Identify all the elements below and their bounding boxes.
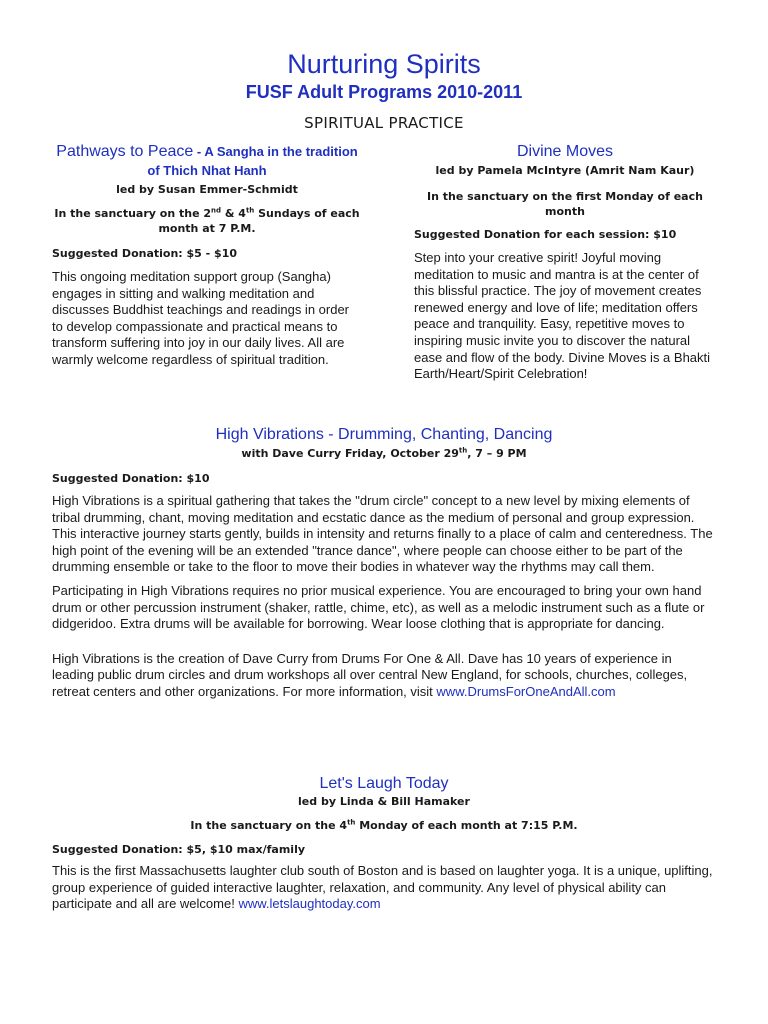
pathways-donation: Suggested Donation: $5 - $10 xyxy=(52,247,238,260)
pathways-title-separator: - xyxy=(193,144,205,159)
high-vibrations-donation: Suggested Donation: $10 xyxy=(52,472,210,485)
pathways-schedule-sup-2: th xyxy=(245,206,255,215)
page-subtitle: FUSF Adult Programs 2010-2011 xyxy=(245,82,523,102)
divine-moves-schedule: In the sanctuary on the first Monday of each month xyxy=(427,190,703,218)
lets-laugh-donation: Suggested Donation: $5, $10 max/family xyxy=(52,843,306,856)
high-vibrations-when-sup: th xyxy=(458,446,468,455)
high-vibrations-paragraph-2: Participating in High Vibrations requires no prior musical experience. You are encouraged to bring your own hand drum or other percussion instrument (shaker, rattle, chime, etc), as well as a melodic instrument such as a flute or didgeridoo. Extra drums will be available for borrowing. Wear loose clothing that is appropriate for dancing. xyxy=(52,582,705,632)
pathways-subtitle: A Sangha in the tradition of Thich Nhat Hanh xyxy=(147,144,358,178)
lets-laugh-schedule-sup: th xyxy=(347,818,356,827)
lets-laugh-title: Let's Laugh Today xyxy=(319,775,449,792)
pathways-description: This ongoing meditation support group (Sangha) engages in sitting and walking meditation and discusses Buddhist teachings and readings in order to develop compassionate and practical means to transform suffering into joy in our daily lives. All are warmly welcome regardless of spiritual tradition. xyxy=(52,269,350,367)
pathways-schedule-part-1: In the sanctuary on the 2 xyxy=(54,207,212,220)
high-vibrations-paragraph-1: High Vibrations is a spiritual gathering that takes the "drum circle" concept to a new level by mixing elements of tribal drumming, chant, moving meditation and ecstatic dance as the medium of personal and group expression. This interactive journey starts gently, builds in intensity and returns finally to a place of calm and centeredness. The high point of the evening will be an extended "trance dance", where people can choose either to be part of the drumming ensemble or take to the floor to move their bodies in whatever way the rhythms may call them. xyxy=(52,493,713,575)
pathways-title-line xyxy=(52,142,362,180)
pathways-leader: led by Susan Emmer-Schmidt xyxy=(116,183,298,196)
high-vibrations-paragraph-3-text: High Vibrations is the creation of Dave Curry from Drums For One & All. Dave has 10 years of experience in leading public drum circles and drum workshops all over central New England, for schools, churches, colleges, retreat centers and other organizations. For more information, visit xyxy=(52,650,688,699)
pathways-schedule-part-2: & 4 xyxy=(221,207,246,220)
pathways-program xyxy=(52,142,362,369)
lets-laugh-schedule-part-2: Monday of each month at 7:15 P.M. xyxy=(355,819,578,832)
divine-moves-leader: led by Pamela McIntyre (Amrit Nam Kaur) xyxy=(435,164,695,177)
lets-laugh-leader: led by Linda & Bill Hamaker xyxy=(298,795,470,808)
lets-laugh-website-link[interactable]: www.letslaughtoday.com xyxy=(238,896,381,912)
page-title: Nurturing Spirits xyxy=(287,49,481,79)
high-vibrations-paragraph-3 xyxy=(52,651,716,701)
lets-laugh-description xyxy=(52,863,716,913)
pathways-schedule-part-3: Sundays of each month at 7 P.M. xyxy=(158,207,360,235)
pathways-title: Pathways to Peace xyxy=(56,143,194,160)
pathways-schedule xyxy=(52,206,362,236)
section-heading: SPIRITUAL PRACTICE xyxy=(304,114,464,132)
lets-laugh-program xyxy=(52,774,716,913)
high-vibrations-title: High Vibrations - Drumming, Chanting, Dancing xyxy=(215,426,553,443)
lets-laugh-schedule-part-1: In the sanctuary on the 4 xyxy=(190,819,348,832)
drums-website-link[interactable]: www.DrumsForOneAndAll.com xyxy=(436,683,616,699)
lets-laugh-schedule xyxy=(52,818,716,833)
high-vibrations-when-part-1: with Dave Curry Friday, October 29 xyxy=(241,447,459,460)
high-vibrations-program xyxy=(52,425,716,701)
high-vibrations-when-part-2: , 7 – 9 PM xyxy=(467,447,527,460)
divine-moves-title: Divine Moves xyxy=(516,143,614,160)
divine-moves-donation: Suggested Donation for each session: $10 xyxy=(414,228,677,241)
divine-moves-program xyxy=(414,142,716,383)
header xyxy=(0,48,768,104)
divine-moves-description: Step into your creative spirit! Joyful moving meditation to music and mantra is at the center of this blissful practice. The joy of movement creates renewed energy and love of life; meditation offers peace and tranquility. Easy, repetitive moves to inspiring music invite you to discover the natural ease and flow of the body. Divine Moves is a Bhakti Earth/Heart/Spirit Celebration! xyxy=(414,250,711,382)
lets-laugh-description-text: This is the first Massachusetts laughter club south of Boston and is based on laughter yoga. It is a unique, uplifting, group experience of guided interactive laughter, relaxation, and community. Any level of physical ability can participate and all are welcome! xyxy=(52,863,713,912)
pathways-schedule-sup-1: nd xyxy=(211,206,222,215)
high-vibrations-when xyxy=(52,446,716,461)
